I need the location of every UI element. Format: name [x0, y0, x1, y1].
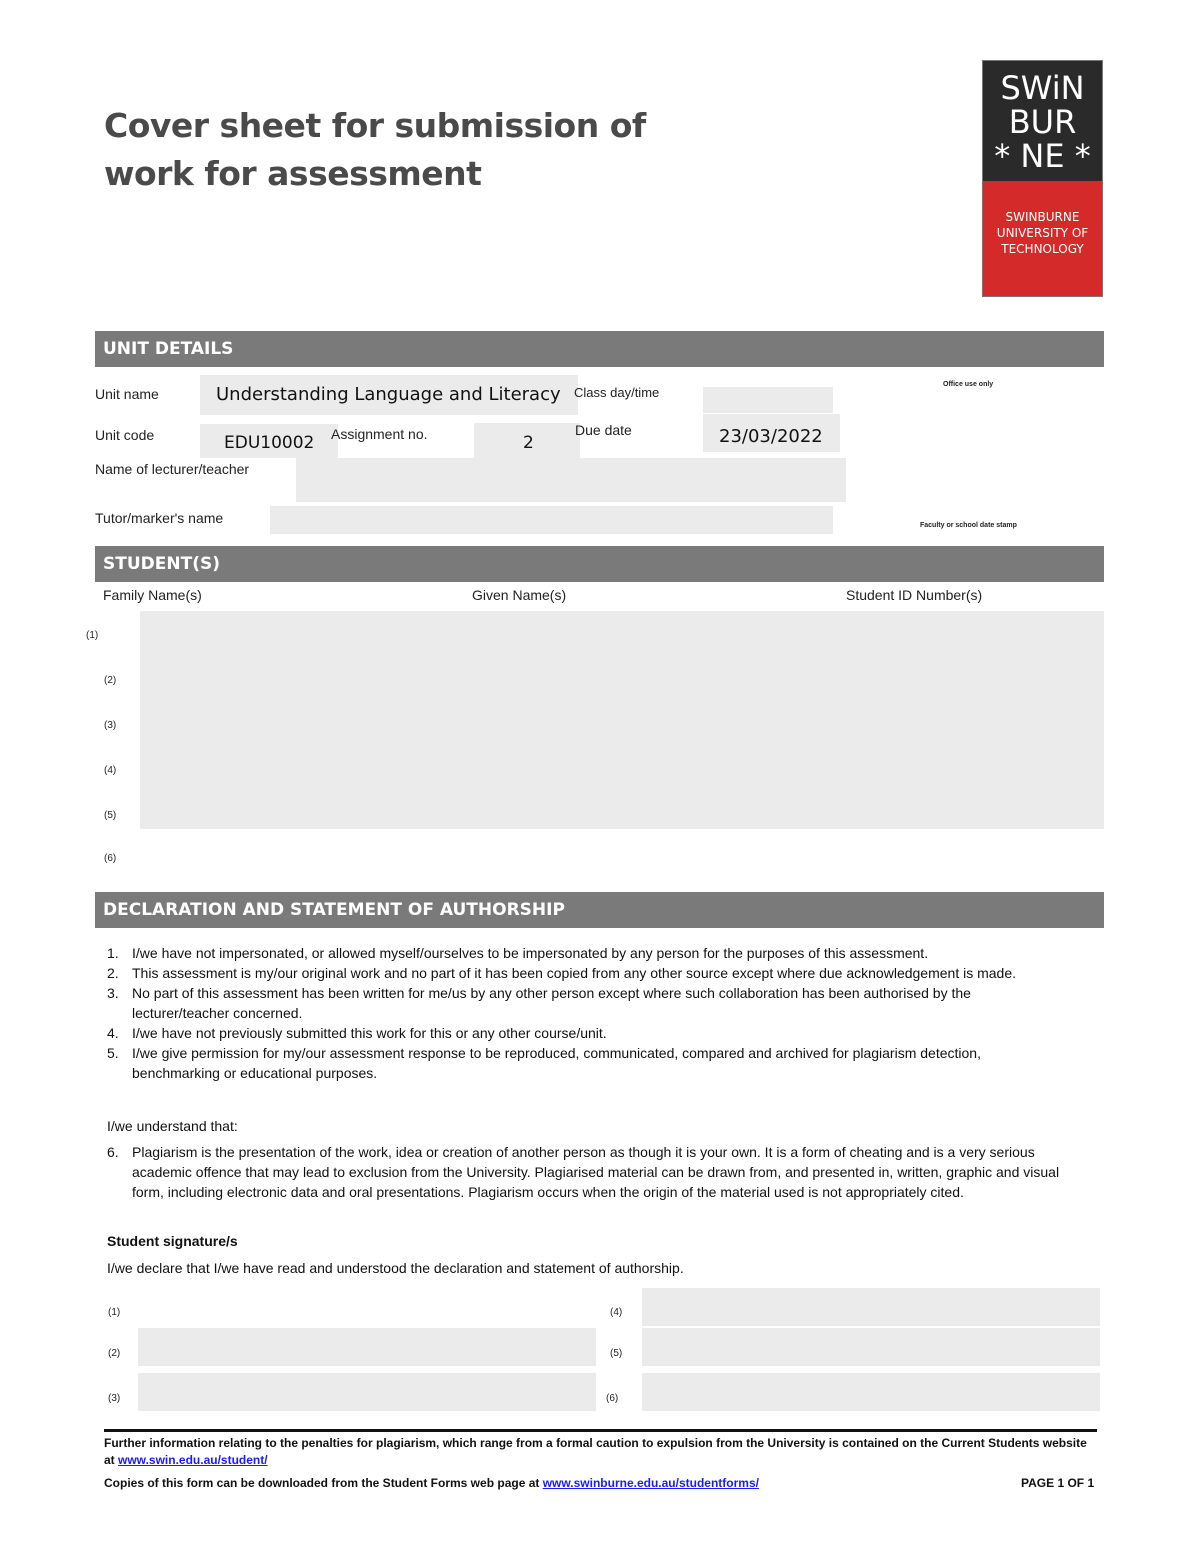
- logo-name-line-3: TECHNOLOGY: [1001, 242, 1084, 256]
- logo-line-3: * NE *: [994, 137, 1091, 175]
- declaration-item: [107, 943, 1067, 963]
- signature-field-3[interactable]: [138, 1373, 596, 1411]
- declaration-item-number: 2.: [107, 965, 119, 981]
- student-row-number: (6): [104, 853, 117, 864]
- student-row-number: (2): [104, 675, 117, 686]
- given-name-column: Given Name(s): [472, 587, 567, 603]
- assignment-no-field[interactable]: [474, 423, 580, 459]
- due-date-value: 23/03/2022: [719, 426, 823, 447]
- unit-name-field[interactable]: [200, 375, 578, 415]
- lecturer-field[interactable]: [296, 458, 846, 502]
- declaration-list: [107, 943, 1067, 1083]
- footer-divider: [104, 1429, 1097, 1432]
- student-row-number: (3): [104, 720, 117, 731]
- signature-number: (6): [606, 1393, 619, 1404]
- declaration-item: [107, 983, 1067, 1023]
- unit-name-label: Unit name: [95, 386, 159, 402]
- declaration-item: [107, 963, 1067, 983]
- due-date-field[interactable]: [703, 414, 840, 452]
- title-line-2: work for assessment: [104, 154, 482, 193]
- declaration-item-number: 3.: [107, 985, 119, 1001]
- declaration-item-text: I/we have not previously submitted this work for this or any other course/unit.: [132, 1025, 607, 1041]
- tutor-field[interactable]: [270, 506, 833, 534]
- page-title: [104, 102, 704, 198]
- declaration-item-number: 6.: [107, 1144, 119, 1160]
- unit-details-header: UNIT DETAILS: [95, 331, 1104, 367]
- unit-name-value: Understanding Language and Literacy: [216, 384, 561, 405]
- student-row-number: (4): [104, 765, 117, 776]
- signature-field-5[interactable]: [642, 1328, 1100, 1366]
- declaration-header: DECLARATION AND STATEMENT OF AUTHORSHIP: [95, 892, 1104, 928]
- assignment-no-value: 2: [523, 433, 534, 453]
- student-row-number: (5): [104, 810, 117, 821]
- logo-name-line-2: UNIVERSITY OF: [996, 226, 1089, 240]
- student-row-number: (1): [86, 630, 99, 641]
- declaration-item-number: 4.: [107, 1025, 119, 1041]
- student-forms-link[interactable]: www.swinburne.edu.au/studentforms/: [542, 1476, 759, 1490]
- unit-code-label: Unit code: [95, 427, 155, 443]
- assignment-no-label: Assignment no.: [331, 426, 428, 442]
- signature-field-6[interactable]: [642, 1373, 1100, 1411]
- logo-line-2: BUR: [1008, 103, 1077, 141]
- signature-field-4[interactable]: [642, 1288, 1100, 1326]
- logo-name-line-1: SWINBURNE: [1005, 210, 1080, 224]
- family-name-column: Family Name(s): [103, 587, 202, 603]
- declaration-item-text: Plagiarism is the presentation of the work, idea or creation of another person as though it is your own. It is a form of cheating and is a very serious academic offence that may lead to exclusion from the University. Plagiarised material can be drawn from, and presented in, written, graphic and visual form, including electronic data and oral presentations. Plagiarism occurs when the origin of the material used is not appropriately cited.: [132, 1144, 1060, 1200]
- unit-code-value: EDU10002: [224, 433, 315, 453]
- signature-number: (5): [610, 1348, 623, 1359]
- logo-university-name: [983, 181, 1102, 296]
- plagiarism-item: [107, 1142, 1082, 1202]
- unit-code-field[interactable]: [200, 424, 338, 458]
- office-use-label: Office use only: [943, 381, 994, 388]
- signature-number: (1): [108, 1307, 121, 1318]
- declaration-item-text: I/we give permission for my/our assessment response to be reproduced, communicated, compared and archived for plagiarism detection, benchmarking or educational purposes.: [132, 1045, 981, 1081]
- signature-number: (4): [610, 1307, 623, 1318]
- swinburne-logo: [982, 60, 1103, 297]
- logo-wordmark: [983, 61, 1102, 181]
- logo-line-1: SWiN: [1000, 69, 1085, 107]
- declaration-item-number: 5.: [107, 1045, 119, 1061]
- signature-number: (3): [108, 1393, 121, 1404]
- student-table[interactable]: [140, 611, 1104, 829]
- declaration-item-text: No part of this assessment has been written for me/us by any other person except where such collaboration has been authorised by the lecturer/teacher concerned.: [132, 985, 971, 1021]
- declaration-item: [107, 1023, 1067, 1043]
- copies-info: [104, 1476, 759, 1490]
- page-number: PAGE 1 OF 1: [1021, 1476, 1095, 1490]
- declaration-item-text: This assessment is my/our original work and no part of it has been copied from any other source except where due acknowledgement is made.: [132, 965, 1017, 981]
- declaration-item: [107, 1043, 1067, 1083]
- signature-number: (2): [108, 1348, 121, 1359]
- further-info-text: Further information relating to the penalties for plagiarism, which range from a formal caution to expulsion from the University is contained on the Current Students website at: [104, 1436, 1087, 1467]
- student-website-link[interactable]: www.swin.edu.au/student/: [118, 1453, 268, 1467]
- signature-field-2[interactable]: [138, 1328, 596, 1366]
- signature-statement: I/we declare that I/we have read and understood the declaration and statement of authorship.: [107, 1260, 684, 1276]
- copies-text: Copies of this form can be downloaded from the Student Forms web page at: [104, 1476, 540, 1490]
- further-info: [104, 1435, 1094, 1469]
- due-date-label: Due date: [575, 422, 632, 438]
- declaration-item-number: 1.: [107, 945, 119, 961]
- lecturer-label: Name of lecturer/teacher: [95, 461, 250, 477]
- signature-heading: Student signature/s: [107, 1233, 238, 1249]
- students-header: STUDENT(S): [95, 546, 1104, 582]
- tutor-label: Tutor/marker's name: [95, 510, 224, 526]
- student-id-column: Student ID Number(s): [846, 587, 983, 603]
- class-day-field[interactable]: [703, 387, 833, 413]
- understand-heading: I/we understand that:: [107, 1118, 238, 1134]
- title-line-1: Cover sheet for submission of: [104, 106, 646, 145]
- class-day-label: Class day/time: [574, 385, 660, 400]
- declaration-item-text: I/we have not impersonated, or allowed myself/ourselves to be impersonated by any person for the purposes of this assessment.: [132, 945, 929, 961]
- date-stamp-label: Faculty or school date stamp: [920, 522, 1017, 529]
